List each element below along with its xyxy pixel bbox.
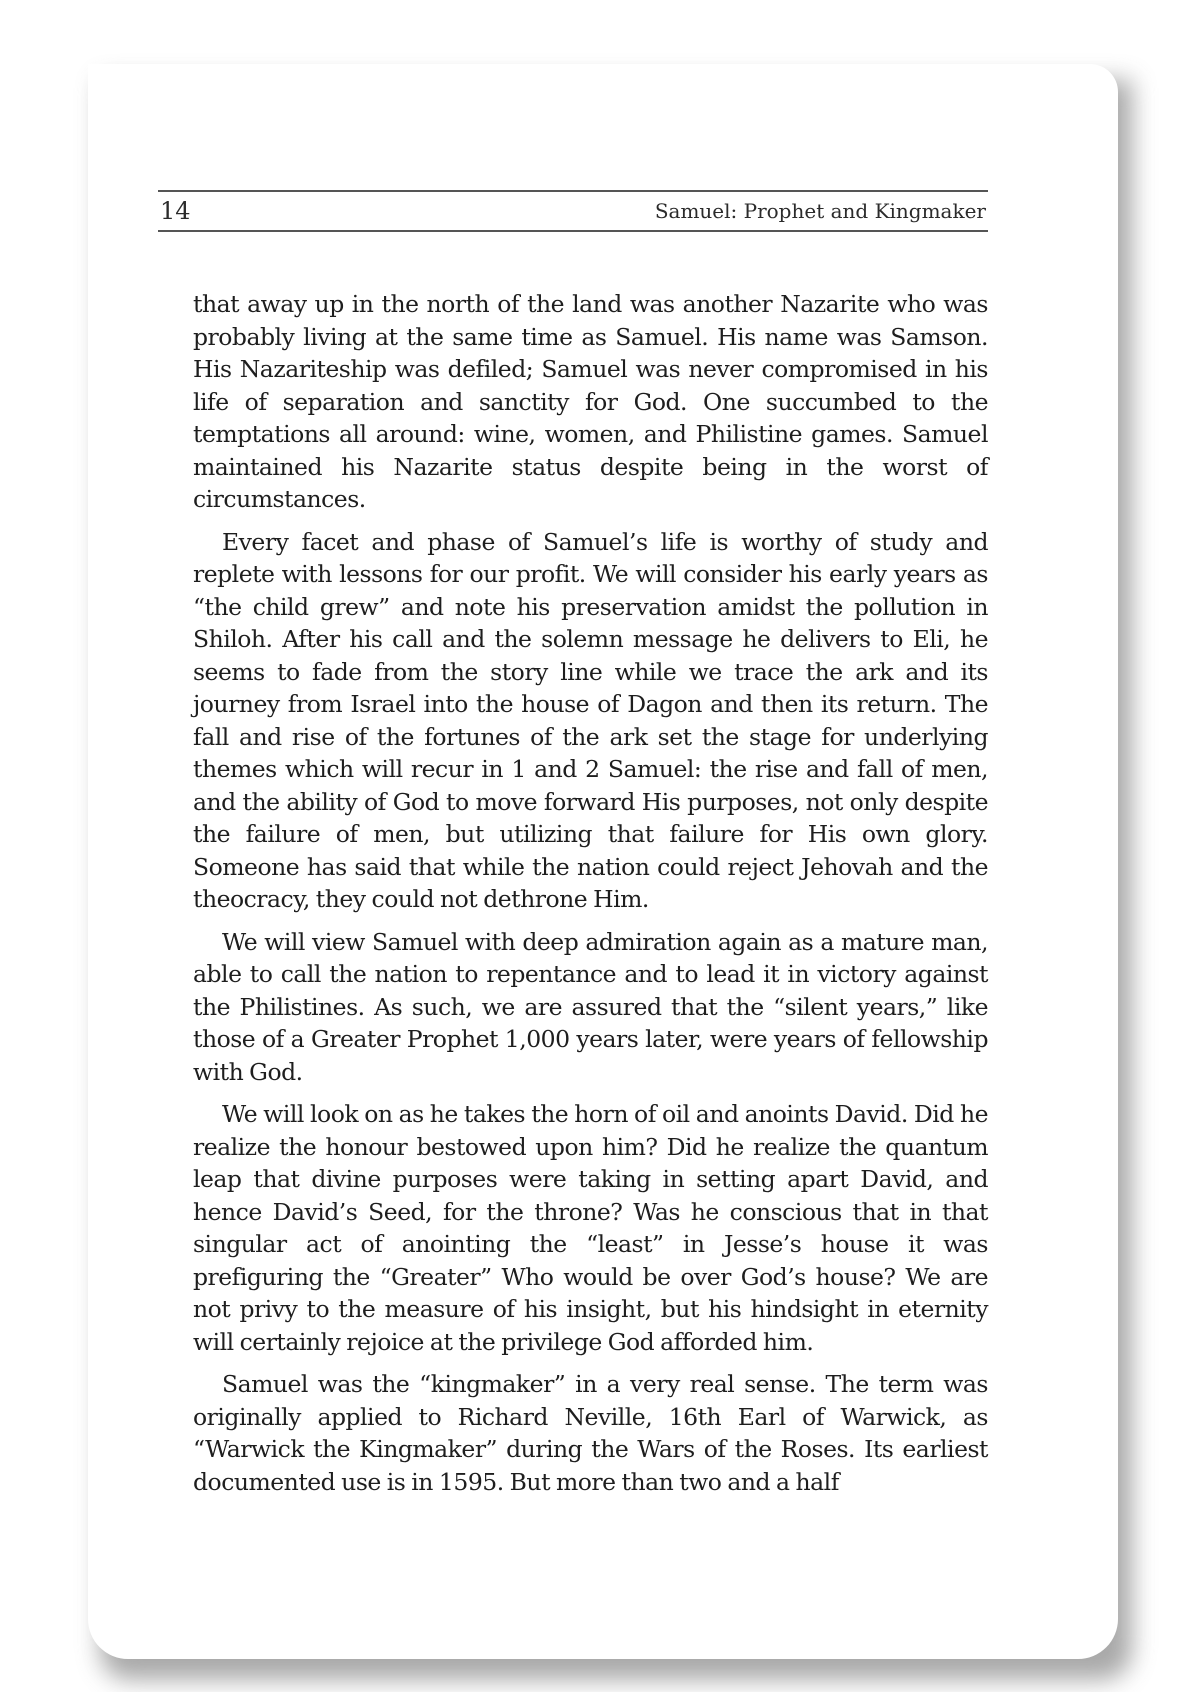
book-title: Samuel: Prophet and Kingmaker bbox=[654, 199, 986, 223]
paragraph-1: that away up in the north of the land was another Nazarite who was probably living at the same time as Samuel. His name was Samson. His Nazariteship was defiled; Samuel was never compromised in his life of separation and sanctity for God. One succumbed to the temptations all around: wine, women, and Philistine games. Samuel maintained his Nazarite status despite being in the worst of circumstances. bbox=[193, 290, 988, 513]
paragraph-5: Samuel was the “kingmaker” in a very real sense. The term was originally applied to Richard Neville, 16th Earl of Warwick, as “Warwick the Kingmaker” during the Wars of the Roses. Its earliest documented use is in 1595. But more than two and a half bbox=[193, 1370, 988, 1496]
body-text bbox=[193, 288, 988, 1508]
paragraph-2: Every facet and phase of Samuel’s life is worthy of study and replete with lessons for our profit. We will consider his early years as “the child grew” and note his preservation amidst the pollution in Shiloh. After his call and the solemn message he delivers to Eli, he seems to fade from the story line while we trace the ark and its journey from Israel into the house of Dagon and then its return. The fall and rise of the fortunes of the ark set the stage for underlying themes which will recur in 1 and 2 Samuel: the rise and fall of men, and the ability of God to move forward His purposes, not only despite the failure of men, but utilizing that failure for His own glory. Someone has said that while the nation could reject Jehovah and the theocracy, they could not dethrone Him. bbox=[193, 527, 988, 913]
paragraph-4: We will look on as he takes the horn of oil and anoints David. Did he realize the honour bestowed upon him? Did he realize the quantum leap that divine purposes were taking in setting apart David, and hence David’s Seed, for the throne? Was he conscious that in that singular act of anointing the “least” in Jesse’s house it was prefiguring the “Greater” Who would be over God’s house? We are not privy to the measure of his insight, but his hindsight in eternity will certainly rejoice at the privilege God afforded him. bbox=[193, 1100, 988, 1356]
page-number: 14 bbox=[160, 197, 191, 225]
running-header bbox=[158, 190, 988, 232]
paragraph-3: We will view Samuel with deep admiration again as a mature man, able to call the nation to repentance and to lead it in victory against the Philistines. As such, we are assured that the “silent years,” like those of a Greater Prophet 1,000 years later, were years of fellowship with God. bbox=[193, 927, 988, 1086]
